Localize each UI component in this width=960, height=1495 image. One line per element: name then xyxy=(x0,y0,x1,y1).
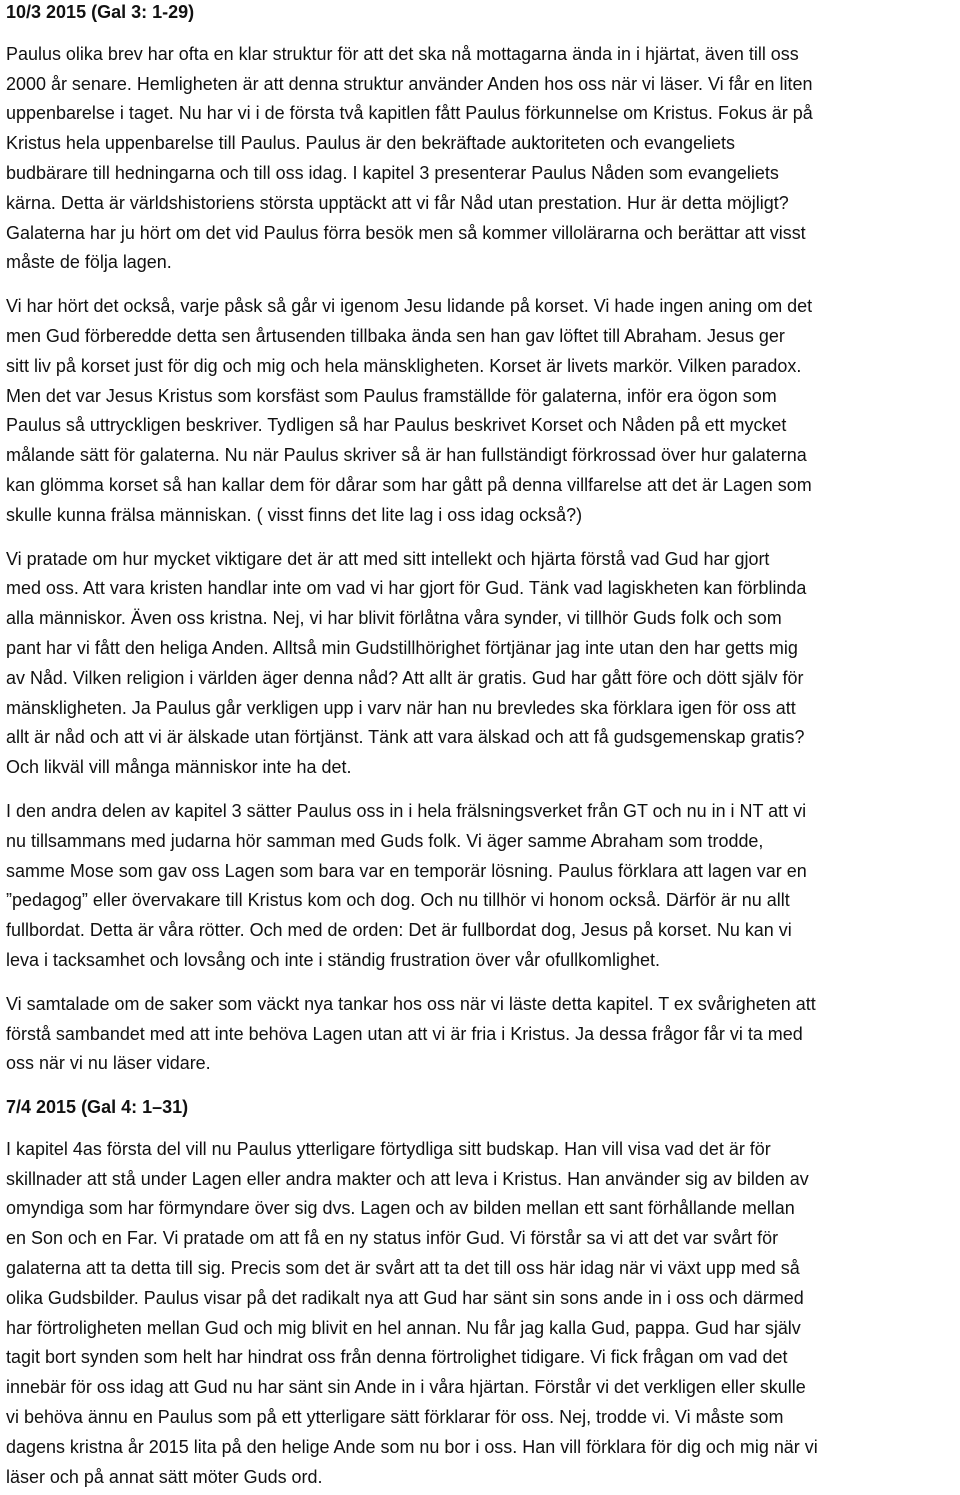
text-line: alla människor. Även oss kristna. Nej, vi har blivit förlåtna våra synder, vi tillhör Guds folk och som xyxy=(6,608,782,629)
text-line: Vi samtalade om de saker som väckt nya tankar hos oss när vi läste detta kapitel. T ex svårigheten att xyxy=(6,993,816,1014)
text-line: allt är nåd och att vi är älskade utan förtjänst. Tänk att vara älskad och att få gudsgemenskap gratis? xyxy=(6,727,805,748)
paragraph xyxy=(6,545,956,783)
text-line: vi behöva ännu en Paulus som på ett ytterligare sätt förklarar för oss. Nej, trodde vi. Vi måste som xyxy=(6,1407,784,1428)
text-line: Paulus olika brev har ofta en klar struktur för att det ska nå mottagarna ända in i hjärtat, även till oss xyxy=(6,43,799,64)
text-line: Vi har hört det också, varje påsk så går vi igenom Jesu lidande på korset. Vi hade ingen aning om det xyxy=(6,296,813,317)
text-line: leva i tacksamhet och lovsång och inte i ständig frustration över vår ofullkomlighet. xyxy=(6,949,660,970)
text-line: I kapitel 4as första del vill nu Paulus ytterligare förtydliga sitt budskap. Han vill visa vad det är för xyxy=(6,1138,771,1159)
text-line: målande sätt för galaterna. Nu när Paulus skriver så är han fullständigt förkrossad över hur galaterna xyxy=(6,445,807,466)
text-line: kan glömma korset så han kallar dem för dårar som har gått på denna villfarelse att det är Lagen som xyxy=(6,474,812,495)
text-line: omyndiga som har förmyndare över sig dvs. Lagen och av bilden mellan ett sant förhållande mellan xyxy=(6,1198,795,1219)
text-line: skulle kunna frälsa människan. ( visst finns det lite lag i oss idag också?) xyxy=(6,504,583,525)
text-line: läser och på annat sätt möter Guds ord. xyxy=(6,1466,323,1487)
text-line: tagit bort synden som helt har hindrat oss från denna förtrolighet tidigare. Vi fick frågan om vad det xyxy=(6,1347,788,1368)
text-line: nu tillsammans med judarna hör samman med Guds folk. Vi äger samme Abraham som trodde, xyxy=(6,830,764,851)
section-heading: 7/4 2015 (Gal 4: 1–31) xyxy=(6,1097,189,1118)
text-line: skillnader att stå under Lagen eller andra makter och att leva i Kristus. Han använder sig av bilden av xyxy=(6,1168,809,1189)
text-line: kärna. Detta är världshistoriens största upptäckt att vi får Nåd utan prestation. Hur är detta möjligt? xyxy=(6,192,789,213)
text-line: fullbordat. Detta är våra rötter. Och med de orden: Det är fullbordat dog, Jesus på korset. Nu kan vi xyxy=(6,920,792,941)
text-line: av Nåd. Vilken religion i världen äger denna nåd? Att allt är gratis. Gud har gått före och dött själv för xyxy=(6,667,804,688)
text-line: Men det var Jesus Kristus som korsfäst som Paulus framställde för galaterna, inför era ögon som xyxy=(6,385,777,406)
text-line: Kristus hela uppenbarelse till Paulus. Paulus är den bekräftade auktoriteten och evangeliets xyxy=(6,133,735,154)
text-line: oss när vi nu läser vidare. xyxy=(6,1053,211,1074)
text-line: budbärare till hedningarna och till oss idag. I kapitel 3 presenterar Paulus Nåden som evangeliets xyxy=(6,162,779,183)
text-line: I den andra delen av kapitel 3 sätter Paulus oss in i hela frälsningsverket från GT och nu in i NT att vi xyxy=(6,800,807,821)
text-line: pant har vi fått den heliga Anden. Alltså min Gudstillhörighet förtjänar jag inte utan den har getts mig xyxy=(6,637,798,658)
paragraph xyxy=(6,292,956,530)
text-line: 2000 år senare. Hemligheten är att denna struktur använder Anden hos oss när vi läser. Vi får en liten xyxy=(6,73,813,94)
paragraph xyxy=(6,990,956,1079)
document-page xyxy=(6,0,956,1492)
text-line: olika Gudsbilder. Paulus visar på det radikalt nya att Gud har sänt sin sons ande in i oss och därmed xyxy=(6,1287,804,1308)
text-line: Galaterna har ju hört om det vid Paulus förra besök men så kommer villolärarna och berättar att visst xyxy=(6,222,806,243)
text-line: samme Mose som gav oss Lagen som bara var en temporär lösning. Paulus förklara att lagen var en xyxy=(6,860,807,881)
text-line: har förtroligheten mellan Gud och mig blivit en hel annan. Nu får jag kalla Gud, pappa. Gud har själv xyxy=(6,1317,801,1338)
text-line: galaterna att ta detta till sig. Precis som det är svårt att ta det till oss här idag när vi växt upp med så xyxy=(6,1258,800,1279)
text-line: innebär för oss idag att Gud nu har sänt sin Ande in i våra hjärtan. Förstår vi det verkligen eller skulle xyxy=(6,1377,806,1398)
paragraph xyxy=(6,1135,956,1493)
text-line: förstå sambandet med att inte behöva Lagen utan att vi är fria i Kristus. Ja dessa frågor får vi ta med xyxy=(6,1023,803,1044)
text-line: uppenbarelse i taget. Nu har vi i de första två kapitlen fått Paulus förkunnelse om Kristus. Fokus är på xyxy=(6,103,813,124)
paragraph xyxy=(6,797,956,976)
text-line: ”pedagog” eller övervakare till Kristus kom och dog. Och nu tillhör vi honom också. Därför är nu allt xyxy=(6,890,790,911)
text-line: mänskligheten. Ja Paulus går verkligen upp i varv när han nu brevledes ska förklara igen för oss att xyxy=(6,697,796,718)
section-heading: 10/3 2015 (Gal 3: 1-29) xyxy=(6,2,195,22)
text-line: men Gud förberedde detta sen årtusenden tillbaka ända sen han gav löftet till Abraham. Jesus ger xyxy=(6,325,785,346)
text-line: sitt liv på korset just för dig och mig och hela mänskligheten. Korset är livets markör. Vilken paradox. xyxy=(6,355,802,376)
paragraph xyxy=(6,40,956,278)
text-line: en Son och en Far. Vi pratade om att få en ny status inför Gud. Vi förstår sa vi att det var svårt för xyxy=(6,1228,779,1249)
text-line: måste de följa lagen. xyxy=(6,252,172,273)
text-line: Paulus så uttryckligen beskriver. Tydligen så har Paulus beskrivet Korset och Nåden på ett mycket xyxy=(6,415,787,436)
text-line: med oss. Att vara kristen handlar inte om vad vi har gjort för Gud. Tänk vad lagiskheten kan förblinda xyxy=(6,578,807,599)
text-line: Vi pratade om hur mycket viktigare det är att med sitt intellekt och hjärta förstå vad Gud har gjort xyxy=(6,548,770,569)
text-line: Och likväl vill många människor inte ha det. xyxy=(6,757,352,778)
text-line: dagens kristna år 2015 lita på den helige Ande som nu bor i oss. Han vill förklara för dig och mig när vi xyxy=(6,1436,818,1457)
